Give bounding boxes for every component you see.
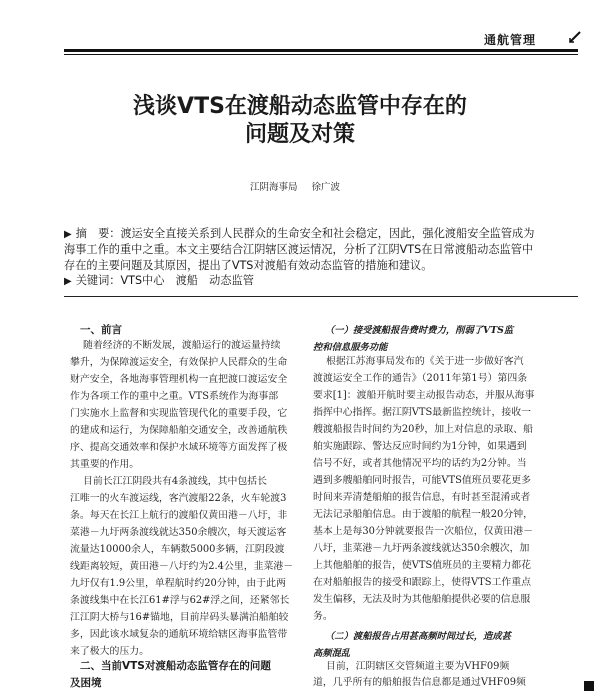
right-para1-line: 舶实施跟踪、警达反应时间约为1分钟，如果遇到 <box>313 441 527 452</box>
abstract-line-1 <box>64 226 534 242</box>
page-number-mark <box>584 681 594 691</box>
header-rule-thick <box>64 49 578 52</box>
left-para1-line: 作为各项工作的重中之重。VTS系统作为海事部 <box>70 391 279 402</box>
left-para1-line: 财产安全，各地海事管理机构一直把渡口渡运安全 <box>70 374 288 385</box>
right-para1-line: 指挥中心指挥。据江阴VTS最新监控统计，接收一 <box>313 407 531 418</box>
subsection-heading-2-cont: 高频混乱 <box>313 648 351 659</box>
right-para1-line: 渡渡运安全工作的通告》（2011年第1号）第四条 <box>313 373 528 384</box>
author-affiliation: 江阴海事局 <box>250 182 298 193</box>
right-para1-line: 发生偏移，无法及时为其他船舶提供必要的信息服 <box>313 594 531 605</box>
left-para2-line: 来了极大的压力。 <box>70 646 150 657</box>
left-para2-line: 江江阴大桥与16#锚地，目前岸码头暴满泊船舶较 <box>70 612 289 623</box>
left-para1-line: 其重要的作用。 <box>70 459 140 470</box>
left-para2-line: 流量达10000余人，车辆数5000多辆，江阴段渡 <box>70 544 285 555</box>
left-para1-line: 序、提高交通效率和保护水域环境等方面发挥了极 <box>70 442 288 453</box>
right-para1-line: 遇到多艘船舶同时报告，可能VTS值班员要花更多 <box>313 475 531 486</box>
subsection-heading-2: （二）渡船报告占用甚高频时间过长，造成甚 <box>325 631 511 642</box>
abstract-rule <box>64 296 578 297</box>
left-para1-line: 攀升，为保障渡运安全，有效保护人民群众的生命 <box>70 357 288 368</box>
right-para1-line: 艘渡船报告时间约为20秒，加上对信息的录取、船 <box>313 424 533 435</box>
right-para1-line: 上其他船舶的报告，使VTS值班员的主要精力都花 <box>313 560 531 571</box>
abstract-label: 摘 要： <box>75 227 121 240</box>
right-para1-line: 根据江苏海事局发布的《关于进一步做好客汽 <box>326 356 524 367</box>
left-para2-line: 条渡线集中在长江61#浮与62#浮之间，还紧邻长 <box>70 595 290 606</box>
left-para2-line: 线距离较短，黄田港－八圩约为2.4公里，韭菜港－ <box>70 561 294 572</box>
header-rule-thin <box>64 54 578 55</box>
bullet-triangle-icon: ▶ <box>64 276 72 287</box>
subsection-heading-1-cont: 控和信息服务功能 <box>313 342 388 353</box>
right-para1-line: 要求[1]：渡船开航时要主动报告动态，并服从海事 <box>313 390 535 401</box>
keywords-label: 关键词： <box>75 274 121 287</box>
section-heading-2-cont: 及困境 <box>70 677 102 689</box>
left-para1-line: 随着经济的不断发展，渡船运行的渡运量持续 <box>83 340 281 351</box>
left-para1-line: 的建成和运行，为保障船舶交通安全，改善通航秩 <box>70 425 288 436</box>
abstract-line-3: 存在的主要问题及其原因，提出了VTS对渡船有效动态监管的措施和建议。 <box>64 259 433 272</box>
subsection-heading-1: （一）接受渡船报告费时费力，削弱了VTS监 <box>325 325 514 336</box>
left-para2-line: 多，因此该水域复杂的通航环境给辖区海事监管带 <box>70 629 288 640</box>
left-para2-line: 菜港－九圩两条渡线就达350余艘次，每天渡运客 <box>70 527 287 538</box>
right-para1-line: 时间来弄清楚船舶的报告信息，有时甚至混淆或者 <box>313 492 531 503</box>
article-title-line-1: 浅谈VTS在渡船动态监管中存在的 <box>133 94 467 119</box>
abstract-line-2: 海事工作的重中之重。本文主要结合江阴辖区渡运情况，分析了江阴VTS在日常渡船动态监管中 <box>64 243 534 256</box>
left-para2-line: 江唯一的火车渡运线，客汽渡船22条，火车轮渡3 <box>70 493 287 504</box>
left-para1-line: 门实施水上监督和实现监管现代化的重要手段，它 <box>70 408 288 419</box>
left-para2-line: 目前长江江阴段共有4条渡线，其中包括长 <box>83 476 268 487</box>
right-para2-line: 道，几乎所有的船舶报告信息都是通过VHF09频 <box>313 677 526 688</box>
right-para1-line: 务。 <box>313 611 333 622</box>
right-para2-line: 目前，江阴辖区交管频道主要为VHF09频 <box>326 661 510 672</box>
byline <box>250 179 340 193</box>
keywords-line <box>64 273 254 289</box>
author-name: 徐广波 <box>311 182 341 193</box>
article-title-line-2: 问题及对策 <box>244 122 355 147</box>
right-para1-line: 在对船舶报告的接受和跟踪上，使得VTS工作重点 <box>313 577 531 588</box>
right-para1-line: 八圩，韭菜港－九圩两条渡线就达350余艘次，加 <box>313 543 530 554</box>
left-para2-line: 条。每天在长江上航行的渡船仅黄田港－八圩，非 <box>70 510 288 521</box>
right-para1-line: 基本上是每30分钟就要报告一次船位，仅黄田港－ <box>313 526 533 537</box>
section-heading-1: 一、前言 <box>80 324 122 336</box>
left-para2-line: 九圩仅有1.9公里，单程航时约20分钟，由于此两 <box>70 578 286 589</box>
right-para1-line: 信号不好，或者其他情况平均的话约为2分钟。当 <box>313 458 527 469</box>
pen-icon <box>568 30 582 44</box>
right-para1-line: 无法记录船舶信息。由于渡船的航程一般20分钟， <box>313 509 533 520</box>
section-label: 通航管理 <box>484 33 537 47</box>
abstract-text-1: 渡运安全直接关系到人民群众的生命安全和社会稳定，因此，强化渡船安全监管成为 <box>120 227 535 240</box>
keywords-text: VTS中心 渡船 动态监管 <box>120 274 254 287</box>
bullet-triangle-icon: ▶ <box>64 229 72 240</box>
section-heading-2: 二、当前VTS对渡船动态监管存在的问题 <box>80 660 271 672</box>
